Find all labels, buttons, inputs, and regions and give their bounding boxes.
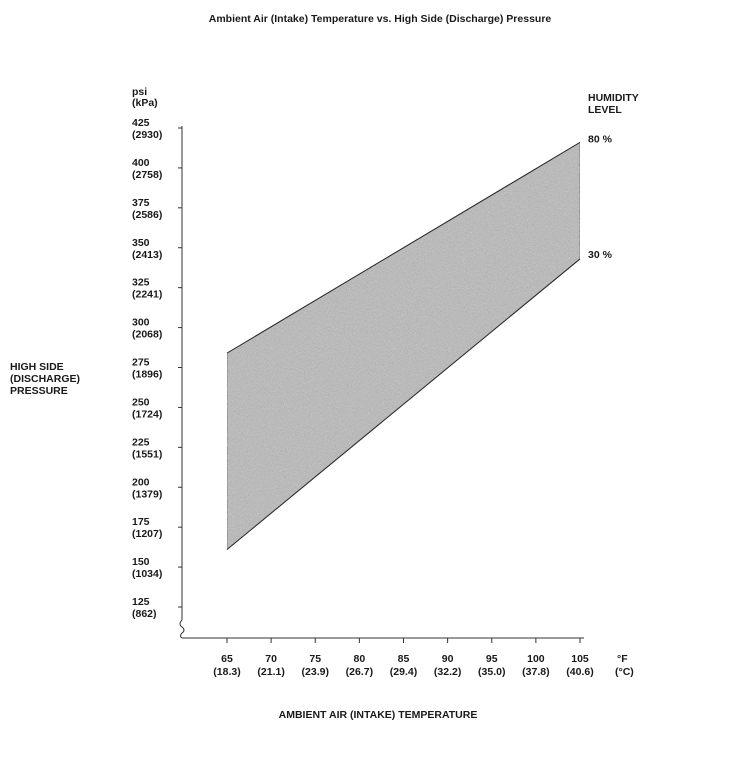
x-tick-label: 100 — [527, 653, 545, 665]
y-tick-sublabel: (2413) — [132, 248, 163, 261]
y-tick-label: 325 — [132, 276, 150, 289]
y-tick-sublabel: (1896) — [132, 368, 163, 381]
y-tick-label: 300 — [132, 316, 150, 329]
y-tick-label: 400 — [132, 156, 150, 169]
y-tick-label: 150 — [132, 556, 150, 569]
y-tick-label: 375 — [132, 196, 150, 209]
y-tick-label: 425 — [132, 117, 150, 129]
x-unit-primary: °F — [617, 653, 628, 665]
x-tick-sublabel: (21.1) — [257, 666, 285, 678]
x-tick-sublabel: (23.9) — [301, 666, 329, 678]
y-unit-primary: psi — [132, 86, 148, 98]
chart-title: Ambient Air (Intake) Temperature vs. High Side (Discharge) Pressure — [208, 13, 552, 25]
axis-break-mark — [180, 620, 184, 638]
y-tick-sublabel: (2930) — [132, 129, 163, 141]
y-tick-label: 250 — [132, 396, 150, 409]
y-axis-label-line-2: (DISCHARGE) — [10, 373, 80, 385]
x-tick-sublabel: (26.7) — [345, 666, 374, 678]
x-tick-label: 80 — [353, 653, 366, 665]
x-tick-label: 85 — [397, 653, 410, 665]
x-tick-sublabel: (40.6) — [566, 666, 594, 678]
y-tick-label: 125 — [132, 596, 150, 608]
x-tick-label: 70 — [265, 653, 277, 665]
series-label-30: 30 % — [588, 248, 612, 261]
series-label-80: 80 % — [588, 133, 612, 146]
x-tick-sublabel: (18.3) — [213, 666, 241, 678]
y-tick-sublabel: (1724) — [132, 408, 163, 421]
x-tick-label: 105 — [571, 653, 589, 665]
y-unit-secondary: (kPa) — [132, 97, 158, 109]
y-tick-sublabel: (1207) — [132, 528, 163, 541]
humidity-band-area — [227, 142, 580, 549]
y-tick-sublabel: (1034) — [132, 568, 163, 581]
y-tick-sublabel: (2758) — [132, 168, 163, 181]
y-tick-label: 225 — [132, 436, 150, 449]
x-unit-secondary: (°C) — [615, 666, 634, 678]
y-tick-sublabel: (2586) — [132, 208, 163, 221]
legend-title-line-2: LEVEL — [588, 104, 622, 116]
legend-title-line-1: HUMIDITY — [588, 92, 639, 104]
x-tick-sublabel: (37.8) — [522, 666, 550, 678]
y-tick-sublabel: (2241) — [132, 288, 163, 301]
x-tick-label: 95 — [485, 653, 498, 665]
y-tick-sublabel: (862) — [132, 608, 157, 620]
x-tick-label: 75 — [309, 653, 322, 665]
y-tick-label: 350 — [132, 236, 150, 249]
x-tick-label: 65 — [221, 653, 233, 665]
y-tick-label: 200 — [132, 476, 150, 489]
series-labels — [588, 133, 613, 261]
x-tick-sublabel: (29.4) — [389, 666, 418, 678]
x-tick-label: 90 — [441, 653, 454, 665]
y-tick-label: 275 — [132, 356, 150, 369]
x-tick-sublabel: (35.0) — [478, 666, 506, 678]
y-axis-label-line-1: HIGH SIDE — [10, 361, 64, 373]
y-tick-sublabel: (1551) — [132, 448, 163, 461]
x-tick-sublabel: (32.2) — [433, 666, 462, 678]
humidity-band — [227, 142, 580, 549]
y-axis-label-line-3: PRESSURE — [10, 385, 68, 397]
x-axis-label: AMBIENT AIR (INTAKE) TEMPERATURE — [278, 709, 478, 721]
y-tick-label: 175 — [132, 516, 150, 529]
y-tick-sublabel: (2068) — [132, 328, 163, 341]
y-tick-sublabel: (1379) — [132, 488, 163, 501]
